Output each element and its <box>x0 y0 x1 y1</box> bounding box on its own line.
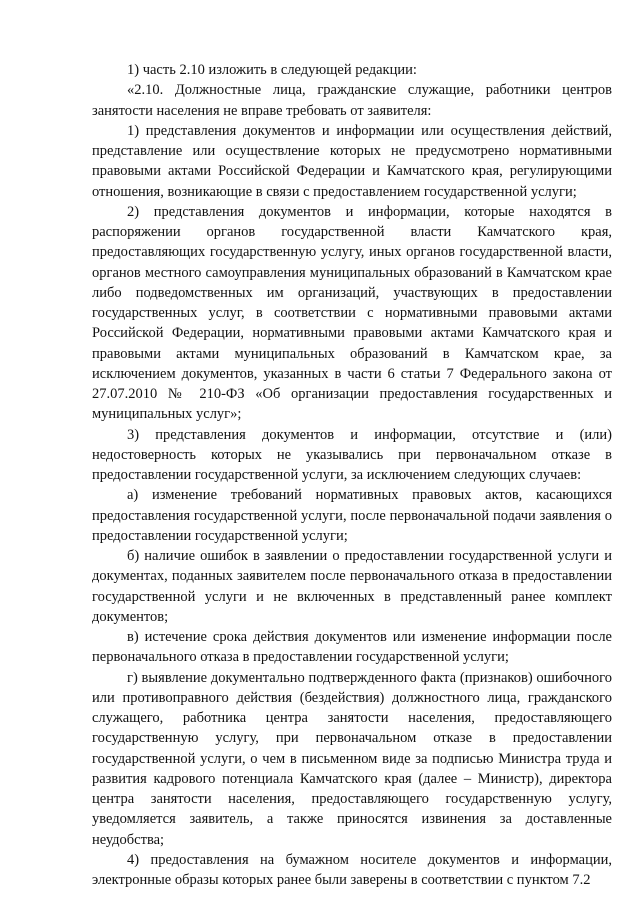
paragraph-subitem-v: в) истечение срока действия документов или изменение информации после первоначального отказа в предоставлении государственной услуги; <box>92 629 612 666</box>
paragraph-subitem-g: г) выявление документально подтвержденного факта (признаков) ошибочного или противоправного действия (бездействия) должностного лица, гражданского служащего, работника центра занятости населения, предоставляющего государственную услугу, при первоначальном отказе в предоставлении государственной услуги, о чем в письменном виде за подписью Министра труда и развития кадрового потенциала Камчатского края (далее – Министр), директора центра занятости населения, предоставляющего государственную услугу, уведомляется заявитель, а также приносятся извинения за доставленные неудобства; <box>92 669 612 848</box>
paragraph-item-4: 4) предоставления на бумажном носителе документов и информации, электронные образы которых ранее были заверены в соответствии с пунктом 7.2 <box>92 851 612 888</box>
paragraph-item-2: 2) представления документов и информации, которые находятся в распоряжении органов государственной власти Камчатского края, предоставляющих государственную услугу, иных органов государственной власти, органов местного самоуправления муниципальных образований в Камчатском крае либо подведомственных им организаций, участвующих в предоставлении государственных услуг, в соответствии с нормативными правовыми актами Российской Федерации, нормативными правовыми актами Камчатского края и правовыми актами муниципальных образований в Камчатском крае, за исключением документов, указанных в части 6 статьи 7 Федерального закона от 27.07.2010 № 210-ФЗ «Об организации предоставления государственных и муниципальных услуг»; <box>92 203 612 423</box>
document-page <box>92 60 612 890</box>
paragraph-amendment-intro: 1) часть 2.10 изложить в следующей редакции: <box>127 62 417 78</box>
paragraph-subitem-b: б) наличие ошибок в заявлении о предоставлении государственной услуги и документах, поданных заявителем после первоначального отказа в предоставлении государственной услуги и не включенных в представленный ранее комплект документов; <box>92 548 612 625</box>
paragraph-item-1: 1) представления документов и информации или осуществления действий, представление или осуществление которых не предусмотрено нормативными правовыми актами Российской Федерации и Камчатского края, регулирующими отношения, возникающие в связи с предоставлением государственной услуги; <box>92 122 612 200</box>
paragraph-section-2-10: «2.10. Должностные лица, гражданские служащие, работники центров занятости населения не вправе требовать от заявителя: <box>92 82 612 119</box>
paragraph-item-3: 3) представления документов и информации, отсутствие и (или) недостоверность которых не указывались при первоначальном отказе в предоставлении государственной услуги, за исключением следующих случаев: <box>92 426 612 483</box>
paragraph-subitem-a: а) изменение требований нормативных правовых актов, касающихся предоставления государственной услуги, после первоначальной подачи заявления о предоставлении государственной услуги; <box>92 487 612 544</box>
